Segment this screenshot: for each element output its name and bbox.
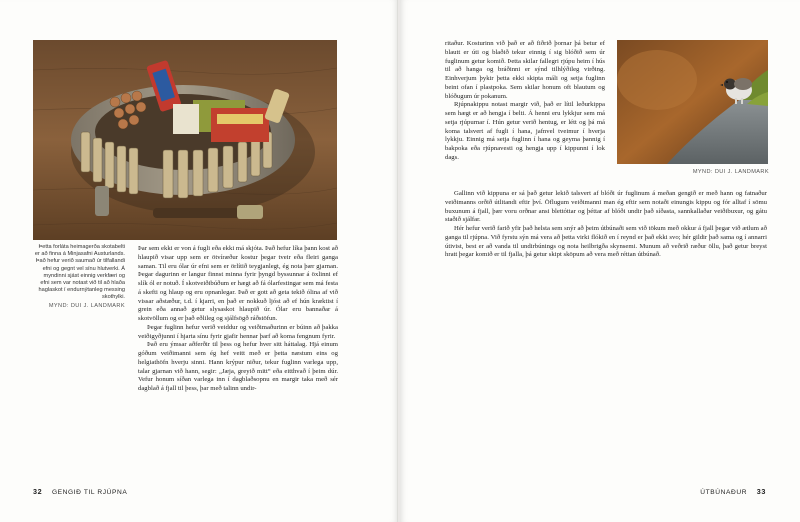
body-text-left xyxy=(138,245,338,394)
body-text-right xyxy=(445,40,605,163)
photo-caption-left xyxy=(33,244,125,310)
ptarmigan-photo xyxy=(617,40,768,164)
paragraph: Þar sem ekki er von á fugli eða ekki má skjóta. Það hefur líka þann kost að hlaupið visar upp sem er ötvíræður kostur þegar tveir eða fleiri ganga saman. Til eru ólar úr efni sem er örlítið teygjanlegt, ég nota þær gjarnan. Þegar dagurinn er langur finnst minna fyrir þyngd byssunnar á öxlinni ef slík ól er notuð. Í skotveiðibúðum er hægt að fá ólarfestingar sem má festa á skefti og hlaup og eru opnanlegar. Það er gott að geta tekið ólina af við vissar aðstæður, t.d. í kjarri, en það er nokkuð ljóst að ef hún kræktist í grein eða annað getur slysaskot hlaupið úr. Ólar eru bannaðar á skotvöllum og er það eðlileg og sjálfsögð ráðstöfun. xyxy=(138,245,339,322)
page-number: 32 xyxy=(33,487,43,496)
body-text-right-wide xyxy=(445,190,767,260)
photo-credit: MYND: DUI J. LANDMARK xyxy=(692,169,769,175)
paragraph: ritaður. Kosturinn við það er að fiðrið þornar þá betur ef blautt er úti og blaðið tekur einnig í sig blóðið sem úr fuglinum getur komið. Þetta skilar fallegri rjúpu heim í hús til að hanga og bráðinni er sýnd tilhlýðileg virðing. Einhverjum þykir þetta ekki skipta máli og setja fuglinn beint ofan í plastpoka. Sem skilar honum oft blautum og blóðugum úr pokanum. xyxy=(445,40,605,100)
page-number: 33 xyxy=(756,487,766,496)
paragraph: Það eru ýmsar aðferðir til þess og hefur hver sitt háttalag. Hjá einum góðum veiðimanni sem ég hef veitt með er þetta næstum eins og helgiathöfn hverju sinni. Hann krýpur niður, tekur fuglinn varlega upp, talar gjarnan við hann, segir: „Jæja, greyið mitt“ eða eitthvað í þeim dúr. Vefur honum síðan varlega inn í dagblaðsopnu en margir taka með sér dagblað á fjall til þess, þar með talinn undir- xyxy=(138,341,338,392)
folio-right xyxy=(700,487,766,496)
paragraph: Gallinn við kippuna er sá það getur lekið talsvert af blóði úr fuglinum á meðan gengið er með hann og fatnaður veiðimanns orðið útlitandi eftir því. Öflugum veiðimanni man ég eftir sem notaði einungis kippu og fór alltaf í sömu buxunum á fjall, þær voru orðnar ansi blettóttar og þéttar af blóði undir það síðasta, sannkallaðar veiðibuxur, og gátu staðið sjálfar. xyxy=(445,190,767,224)
running-title: ÚTBÚNAÐUR xyxy=(700,489,748,496)
left-page xyxy=(0,0,398,522)
paragraph: Rjúpnakippu notast margir við, það er lítil leðurkippa sem hægt er að hengja í belti. Á henni eru lykkjur sem má setja rjúpurnar í. Hún getur verið hentug, er létt og þá má koma talsvert af fugli í hana, jafnvel tveimur í hverja lykkju. Einnig má setja fuglinn í hana og geyma þannig í bakpoka eða rjúpnavesti og hengja upp í kippunni í lok dags. xyxy=(445,101,605,161)
photo-credit: MYND: DUI J. LANDMARK xyxy=(48,302,125,309)
running-title: GENGIÐ TIL RJÚPNA xyxy=(51,489,128,496)
paragraph: Þegar fuglinn hefur verið veiddur og veiðimaðurinn er búinn að þakka veiðigyðjunni í hjarta sínu fyrir gjafir hennar þarf að koma fengnum fyrir. xyxy=(138,323,338,340)
photo-caption-right xyxy=(687,168,769,176)
folio-left xyxy=(33,487,127,496)
paragraph: Hér hefur verið farið yfir það helsta sem snýr að þeim útbúnaði sem við tökum með okkur á fjall þegar við ætlum að ganga til rjúpna. Við fyrstu sýn má vera að þetta virki flókið en í reynd er það ekki svo; hér gildir það sama og í annarri útivist, best er að vanda til undirbúnings og nota heilbrigða skynsemi. Munum að veðrið ræður öllu, það getur breyst hratt þegar komið er til fjalla, þá getur skipt sköpum að vera með réttan útbúnað. xyxy=(445,225,767,259)
caption-text: Þetta forláta heimagerða skotabelti er að finna á Minjasafni Austurlands. Það hefur verið saumað úr tilfallandi efni og gegnt vel sínu hlutverki. Á myndinni sjást einnig verkfæri og efni sem var notast við til að hlaða haglaskot í endurnýtanleg messing skothylki. xyxy=(34,244,125,301)
cartridge-belt-photo xyxy=(33,40,337,240)
right-page xyxy=(400,0,800,522)
